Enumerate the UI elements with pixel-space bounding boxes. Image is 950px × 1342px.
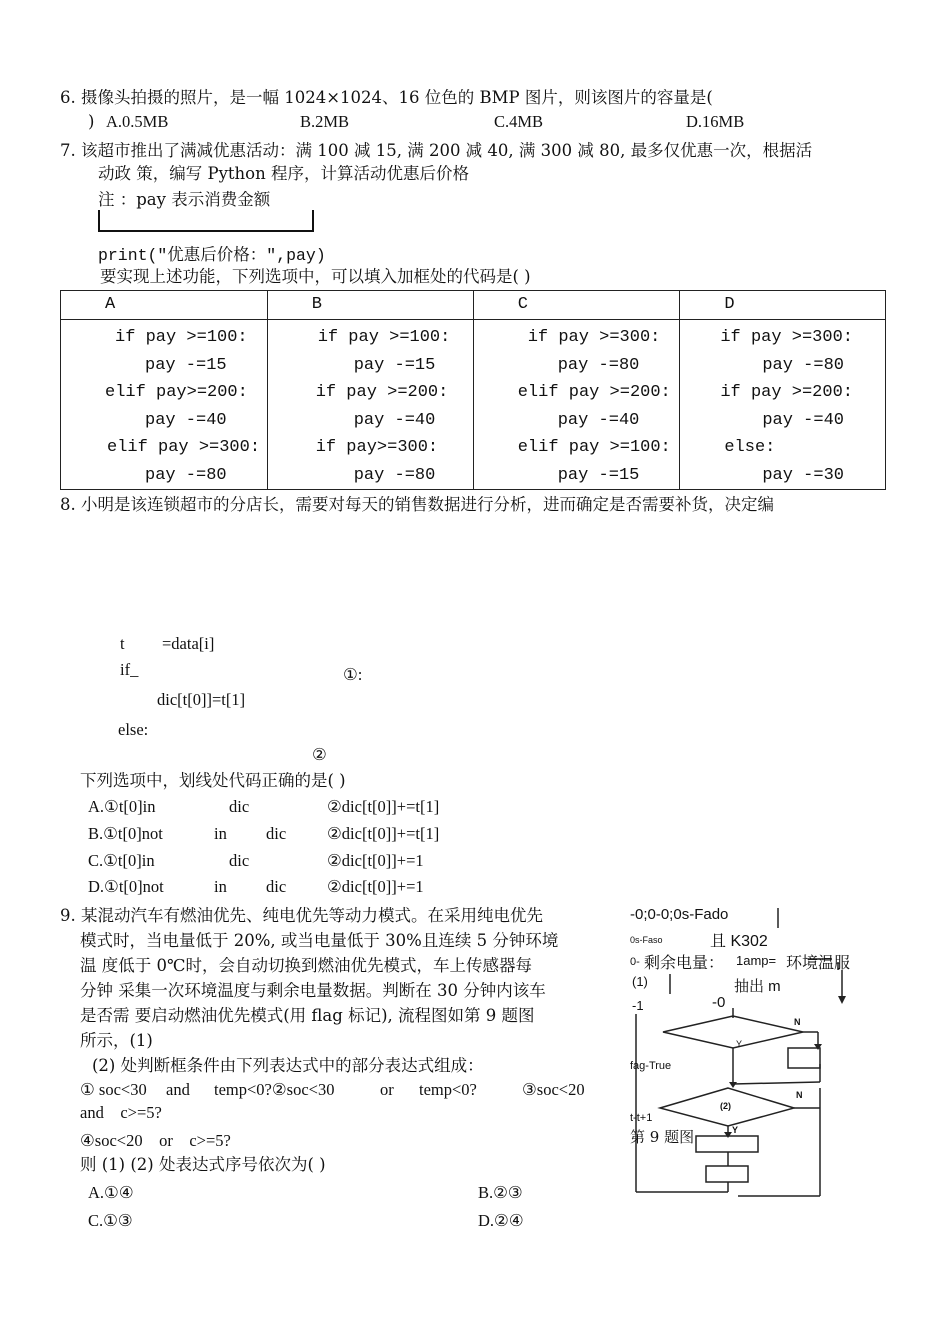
fig-text-14: fag-True	[630, 1060, 672, 1072]
q8-option-a-code: ②dic[t[0]]+=t[1]	[327, 797, 440, 816]
fig-text-6: 1amp=	[736, 953, 777, 968]
fig-text-18: t-t+1	[630, 1112, 653, 1124]
q6-option-d: D.16MB	[686, 112, 745, 131]
q7-print-line: print("优惠后价格：",pay)	[98, 246, 326, 265]
fig-text-5: 剩余电量：	[644, 955, 725, 972]
fig-text-2: 0s-Faso	[630, 935, 663, 945]
q8-option-d-in: in	[214, 877, 227, 896]
fig-text-1: -0;0-0;0s-Fado	[630, 906, 729, 923]
code-line: pay -=15	[145, 355, 227, 375]
q8-option-c: C.①t[0]in	[88, 851, 155, 870]
q8-option-c-code: ②dic[t[0]]+=1	[327, 851, 424, 870]
fig-text-3: 且 K302	[710, 933, 768, 950]
fig-text-10: -1	[632, 998, 644, 1013]
q8-option-d: D.①t[0]not	[88, 877, 164, 896]
code-line: if pay >=300:	[720, 328, 853, 347]
q7-col-d-label: D	[724, 295, 735, 314]
q9-sub2: (2) 处判断框条件由下列表达式中的部分表达式组成：	[92, 1056, 484, 1075]
code-line: pay -=80	[762, 355, 844, 375]
q8-option-d-dic: dic	[266, 877, 287, 896]
q8-option-b: B.①t[0]not	[88, 824, 163, 843]
q9-expr-temp: temp<0?	[419, 1080, 477, 1099]
code-line: pay -=80	[557, 355, 640, 375]
q8-option-a-dic: dic	[229, 797, 250, 816]
q9-expr-and: and	[166, 1080, 190, 1099]
q6-option-c: C.4MB	[494, 112, 544, 131]
fig-text-7: 环境温服	[786, 955, 851, 972]
q8-code-assign: dic[t[0]]=t[1]	[157, 690, 246, 709]
code-line: elif pay >=100:	[517, 438, 671, 457]
q7-options-table	[60, 290, 886, 490]
q6-option-a: A.0.5MB	[106, 112, 169, 131]
q7-col-d-code	[680, 320, 886, 490]
fig-caption: 第 9 题图	[630, 1128, 695, 1146]
q9-expr-line3: ④soc<20 or c>=5?	[80, 1131, 231, 1150]
q8-option-b-code: ②dic[t[0]]+=t[1]	[327, 824, 440, 843]
q8-code-else: else:	[118, 720, 149, 739]
code-line: pay -=40	[557, 410, 640, 430]
code-line: if pay >=100:	[115, 328, 248, 347]
code-line: pay -=30	[762, 465, 844, 485]
q8-option-c-dic: dic	[229, 851, 250, 870]
q8-question: 下列选项中，划线处代码正确的是( )	[80, 771, 346, 790]
code-line: pay -=80	[353, 465, 436, 485]
q9-option-d: D.②④	[478, 1211, 524, 1230]
code-line: pay -=15	[353, 355, 436, 375]
q7-col-c-label: C	[517, 295, 528, 314]
code-line: if pay>=300:	[315, 438, 439, 457]
q9-flowchart	[628, 904, 868, 1204]
fig-text-8: (1)	[632, 974, 648, 989]
q7-stem-line2: 动政 策，编写 Python 程序，计算活动优惠后价格	[98, 164, 469, 183]
q9-stem-line5: 是否需 要启动燃油优先模式(用 flag 标记), 流程图如第 9 题图	[80, 1006, 535, 1025]
q9-stem-line3: 温 度低于 0℃时，会自动切换到燃油优先模式，车上传感器每	[80, 956, 532, 975]
fig-text-11: -0	[712, 994, 726, 1011]
q9-expr-or: or	[380, 1080, 394, 1099]
code-line: if pay >=300:	[527, 328, 661, 347]
q8-blank-2: ②	[312, 745, 327, 764]
q9-stem-line1: 9. 某混动汽车有燃油优先、纯电优先等动力模式。在采用纯电优先	[60, 906, 543, 925]
code-line: pay -=40	[353, 410, 436, 430]
q6-paren: )	[88, 112, 95, 131]
fig-text-16: (2)	[720, 1101, 731, 1111]
q8-option-d-code: ②dic[t[0]]+=1	[327, 877, 424, 896]
q9-expr-line2: and c>=5?	[80, 1103, 162, 1122]
code-line: pay -=15	[557, 465, 640, 485]
code-line: pay -=40	[762, 410, 844, 430]
q8-code-t: t	[120, 634, 125, 653]
fig-text-4: 0-	[630, 956, 640, 968]
q6-option-b: B.2MB	[300, 112, 350, 131]
q9-question: 则 (1) (2) 处表达式序号依次为( )	[80, 1155, 326, 1174]
q7-col-b-code	[267, 320, 473, 490]
q9-stem-line4: 分钟 采集一次环境温度与剩余电量数据。判断在 30 分钟内该车	[80, 981, 546, 1000]
q9-expr-2: temp<0?②soc<30	[214, 1080, 335, 1099]
q9-option-c: C.①③	[88, 1211, 133, 1230]
q8-code-if: if_	[120, 660, 139, 679]
q7-col-a-code	[61, 320, 268, 490]
fig-text-15: N	[796, 1090, 803, 1100]
code-line: elif pay >=300:	[107, 438, 261, 457]
code-line: elif pay >=200:	[517, 383, 671, 402]
q7-col-b-label: B	[311, 295, 322, 314]
q7-question: 要实现上述功能，下列选项中，可以填入加框处的代码是( )	[100, 267, 531, 286]
q8-stem: 8. 小明是该连锁超市的分店长，需要对每天的销售数据进行分析，进而确定是否需要补货，决定编	[60, 495, 774, 514]
q9-stem-line2: 模式时，当电量低于 20%, 或当电量低于 30%且连续 5 分钟环境	[80, 931, 559, 950]
q7-stem-line1: 7. 该超市推出了满减优惠活动：满 100 减 15, 满 200 减 40, 满 300 减 80, 最多仅优惠一次，根据活	[60, 141, 813, 160]
q8-blank-1: ①:	[343, 665, 363, 684]
q9-stem-line6: 所示，(1)	[80, 1031, 153, 1050]
code-line: else:	[724, 438, 776, 457]
q7-fill-box	[98, 210, 314, 232]
code-line: pay -=80	[145, 465, 227, 485]
q9-expr-3: ③soc<20	[522, 1080, 585, 1099]
code-line: if pay >=200:	[315, 383, 449, 402]
q6-stem: 6. 摄像头拍摄的照片，是一幅 1024×1024、16 位色的 BMP 图片，则该图片的容量是(	[60, 88, 713, 107]
q8-code-data: =data[i]	[162, 634, 215, 653]
q7-col-a-label: A	[105, 295, 116, 314]
q8-option-a: A.①t[0]in	[88, 797, 156, 816]
fig-text-12: N	[794, 1017, 801, 1027]
fig-text-17: Y	[732, 1125, 739, 1135]
code-line: if pay >=100:	[317, 328, 451, 347]
fig-text-13: Y	[736, 1039, 743, 1049]
code-line: elif pay>=200:	[105, 383, 248, 402]
q8-option-b-in: in	[214, 824, 227, 843]
q7-col-c-code	[473, 320, 680, 490]
code-line: pay -=40	[145, 410, 227, 430]
q8-option-b-dic: dic	[266, 824, 287, 843]
fig-text-9: 抽出 m	[734, 978, 781, 995]
q7-note: 注 ：pay 表示消费金额	[98, 190, 271, 209]
code-line: if pay >=200:	[720, 383, 853, 402]
q9-option-a: A.①④	[88, 1183, 134, 1202]
q9-expr-1: ① soc<30	[80, 1080, 147, 1099]
q9-option-b: B.②③	[478, 1183, 523, 1202]
